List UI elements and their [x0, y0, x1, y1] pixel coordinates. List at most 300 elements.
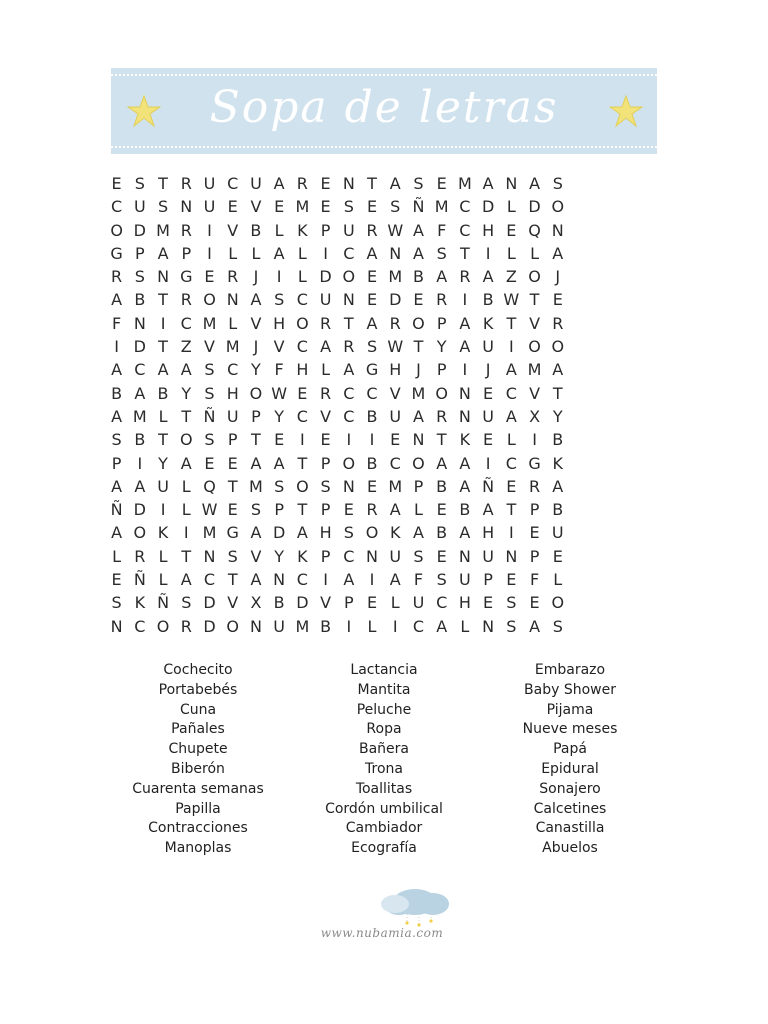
grid-letter: A	[389, 174, 401, 193]
grid-letter: O	[179, 430, 193, 450]
grid-letter: O	[296, 476, 309, 496]
grid-letter: E	[366, 593, 378, 613]
grid-letter: A	[250, 523, 262, 543]
grid-row	[105, 545, 569, 568]
grid-letter: D	[133, 500, 146, 520]
grid-letter: A	[134, 383, 146, 403]
grid-letter: A	[180, 360, 192, 380]
grid-letter: E	[483, 383, 494, 403]
grid-letter: U	[551, 523, 564, 543]
grid-letter: G	[226, 523, 239, 543]
grid-letter: N	[249, 616, 262, 636]
grid-letter: S	[506, 616, 517, 636]
grid-letter: Y	[251, 360, 261, 380]
grid-letter: M	[388, 267, 403, 287]
grid-letter: L	[228, 313, 238, 333]
grid-letter: I	[114, 337, 119, 357]
grid-letter: L	[228, 243, 238, 263]
word-item: Portabebés	[158, 681, 238, 698]
grid-letter: O	[435, 383, 448, 403]
grid-letter: O	[203, 290, 216, 310]
grid-letter: S	[436, 570, 447, 590]
word-item: Cordón umbilical	[325, 800, 443, 817]
grid-letter: N	[505, 546, 518, 566]
word-item: Calcetines	[533, 800, 607, 817]
grid-row	[105, 265, 569, 288]
grid-letter: A	[273, 453, 285, 473]
grid-letter: S	[111, 430, 122, 450]
word-item: Sonajero	[539, 780, 601, 797]
grid-letter: A	[111, 476, 123, 496]
grid-letter: U	[273, 616, 285, 636]
grid-letter: A	[389, 500, 401, 520]
grid-letter: A	[134, 476, 146, 496]
grid-letter: D	[389, 290, 402, 310]
grid-letter: T	[506, 500, 517, 520]
grid-letter: V	[273, 337, 285, 357]
grid-letter: A	[505, 360, 517, 380]
grid-letter: A	[111, 360, 123, 380]
grid-letter: M	[295, 616, 310, 636]
grid-letter: E	[320, 197, 331, 217]
grid-letter: A	[436, 267, 448, 287]
grid-letter: A	[505, 406, 517, 426]
grid-letter: I	[346, 616, 352, 636]
grid-letter: A	[459, 476, 471, 496]
grid-letter: R	[111, 267, 123, 287]
grid-letter: A	[273, 174, 285, 193]
grid-letter: Ñ	[482, 476, 495, 496]
word-item: Papá	[553, 741, 587, 758]
grid-letter: L	[506, 197, 516, 217]
grid-letter: M	[156, 220, 170, 240]
word-item: Cambiador	[345, 820, 423, 837]
grid-letter: R	[343, 337, 355, 357]
grid-letter: U	[226, 406, 239, 426]
grid-letter: N	[551, 220, 564, 240]
word-item: Manoplas	[164, 840, 232, 857]
grid-letter: N	[505, 174, 518, 193]
grid-letter: R	[296, 174, 308, 193]
grid-letter: E	[274, 197, 285, 217]
grid-letter: I	[276, 267, 282, 287]
grid-letter: N	[203, 546, 216, 566]
grid-letter: I	[300, 430, 305, 450]
grid-letter: J	[253, 267, 259, 287]
grid-letter: Ñ	[110, 500, 123, 520]
grid-letter: A	[111, 406, 123, 426]
grid-letter: T	[251, 430, 261, 450]
grid-letter: P	[320, 546, 331, 566]
grid-row	[105, 568, 569, 591]
grid-letter: H	[482, 220, 495, 240]
grid-letter: A	[482, 267, 494, 287]
grid-letter: A	[111, 290, 123, 310]
word-item: Cuna	[179, 701, 217, 718]
grid-letter: E	[436, 546, 447, 566]
grid-letter: H	[319, 523, 332, 543]
word-item: Nueve meses	[522, 721, 618, 738]
grid-letter: H	[458, 593, 471, 613]
grid-letter: C	[459, 197, 471, 217]
grid-letter: B	[134, 290, 146, 310]
grid-letter: T	[460, 243, 470, 263]
grid-letter: C	[180, 313, 192, 333]
grid-letter: E	[227, 197, 238, 217]
grid-letter: O	[249, 383, 263, 403]
grid-letter: I	[369, 430, 375, 450]
grid-letter: K	[297, 220, 308, 240]
grid-letter: C	[296, 337, 308, 357]
grid-letter: I	[160, 313, 166, 333]
grid-letter: Ñ	[133, 570, 146, 590]
grid-letter: O	[528, 267, 541, 287]
grid-letter: T	[529, 290, 540, 310]
grid-letter: N	[458, 383, 471, 403]
grid-letter: E	[413, 290, 424, 310]
grid-letter: L	[112, 546, 122, 566]
grid-letter: A	[412, 220, 424, 240]
grid-letter: Q	[528, 220, 541, 240]
grid-letter: H	[273, 313, 286, 333]
grid-letter: A	[366, 313, 378, 333]
grid-letter: M	[457, 174, 472, 193]
grid-row	[105, 195, 569, 218]
grid-letter: C	[296, 570, 308, 590]
word-item: Chupete	[168, 741, 228, 758]
word-item: Cochecito	[163, 662, 233, 678]
grid-letter: Y	[274, 406, 285, 426]
grid-letter: S	[436, 243, 447, 263]
grid-letter: V	[320, 593, 332, 613]
grid-letter: I	[160, 500, 166, 520]
grid-letter: Ñ	[203, 406, 216, 426]
grid-letter: B	[250, 220, 262, 240]
grid-letter: A	[296, 523, 308, 543]
grid-letter: N	[157, 267, 170, 287]
grid-letter: L	[390, 593, 400, 613]
grid-letter: R	[320, 313, 332, 333]
grid-letter: V	[227, 220, 239, 240]
word-item: Cuarenta semanas	[132, 780, 264, 797]
grid-letter: R	[180, 290, 192, 310]
grid-letter: E	[483, 430, 494, 450]
grid-letter: M	[434, 197, 449, 217]
grid-letter: C	[296, 406, 308, 426]
grid-letter: J	[555, 267, 561, 287]
grid-letter: S	[134, 267, 145, 287]
grid-letter: A	[459, 337, 471, 357]
grid-letter: N	[273, 570, 286, 590]
grid-letter: O	[226, 616, 239, 636]
grid-letter: N	[133, 313, 146, 333]
grid-letter: U	[342, 220, 355, 240]
grid-letter: M	[527, 360, 542, 380]
grid-letter: K	[297, 546, 308, 566]
grid-letter: S	[390, 197, 401, 217]
grid-letter: B	[459, 500, 471, 520]
grid-letter: P	[529, 500, 540, 520]
grid-letter: S	[343, 523, 354, 543]
grid-letter: M	[249, 476, 263, 496]
grid-letter: N	[412, 430, 425, 450]
grid-letter: C	[412, 616, 425, 636]
word-column-3	[470, 661, 670, 859]
grid-letter: I	[323, 243, 328, 263]
grid-letter: S	[204, 430, 215, 450]
word-item: Bañera	[358, 741, 409, 758]
grid-letter: L	[506, 430, 516, 450]
grid-letter: U	[250, 174, 262, 193]
grid-letter: T	[227, 570, 238, 590]
grid-letter: S	[506, 593, 517, 613]
grid-letter: Y	[158, 453, 168, 473]
grid-letter: B	[482, 290, 494, 310]
grid-letter: A	[482, 500, 494, 520]
grid-letter: V	[529, 383, 541, 403]
grid-letter: L	[506, 243, 516, 263]
grid-row	[105, 475, 569, 498]
grid-letter: L	[158, 406, 168, 426]
grid-letter: T	[413, 337, 424, 357]
grid-letter: O	[156, 616, 170, 636]
grid-letter: I	[485, 243, 491, 263]
grid-letter: I	[392, 616, 398, 636]
grid-letter: B	[552, 500, 564, 520]
grid-letter: M	[132, 406, 147, 426]
grid-letter: N	[389, 243, 402, 263]
grid-letter: L	[297, 243, 307, 263]
grid-letter: S	[204, 383, 215, 403]
word-item: Ecografía	[351, 840, 417, 857]
cloud-icon	[297, 880, 467, 928]
grid-letter: A	[157, 360, 169, 380]
grid-letter: G	[528, 453, 541, 473]
word-item: Mantita	[357, 681, 411, 698]
grid-letter: E	[529, 593, 540, 613]
grid-letter: G	[110, 243, 123, 263]
grid-letter: V	[250, 313, 262, 333]
grid-letter: M	[202, 523, 217, 543]
grid-letter: L	[181, 476, 191, 496]
grid-letter: E	[320, 430, 331, 450]
grid-letter: W	[503, 290, 520, 310]
grid-letter: E	[343, 500, 354, 520]
grid-letter: P	[343, 593, 354, 613]
grid-letter: P	[413, 476, 424, 496]
grid-letter: C	[134, 616, 146, 636]
grid-row	[105, 521, 569, 544]
grid-letter: E	[274, 430, 285, 450]
grid-letter: W	[387, 220, 404, 240]
grid-letter: O	[551, 593, 565, 613]
grid-letter: A	[180, 570, 192, 590]
word-item: Canastilla	[535, 820, 605, 837]
grid-letter: D	[133, 220, 146, 240]
grid-letter: Z	[180, 337, 192, 357]
grid-letter: A	[529, 616, 541, 636]
grid-letter: Y	[552, 406, 563, 426]
grid-letter: N	[342, 174, 355, 193]
grid-letter: B	[436, 523, 448, 543]
grid-letter: L	[274, 220, 284, 240]
grid-letter: W	[201, 500, 218, 520]
grid-letter: E	[506, 220, 517, 240]
grid-letter: R	[366, 500, 378, 520]
word-item: Embarazo	[534, 662, 606, 678]
star-icon	[609, 94, 643, 128]
grid-letter: O	[342, 453, 356, 473]
grid-letter: C	[343, 406, 355, 426]
grid-letter: L	[553, 570, 563, 590]
grid-letter: B	[134, 430, 146, 450]
grid-letter: A	[412, 243, 424, 263]
grid-letter: L	[297, 267, 307, 287]
grid-letter: R	[180, 174, 192, 193]
grid-letter: A	[552, 476, 564, 496]
grid-letter: A	[482, 174, 494, 193]
grid-letter: Ñ	[157, 593, 170, 613]
grid-letter: O	[551, 197, 565, 217]
grid-letter: U	[319, 290, 332, 310]
grid-letter: A	[436, 616, 448, 636]
grid-letter: B	[273, 593, 285, 613]
grid-letter: J	[253, 337, 259, 357]
grid-letter: H	[389, 360, 402, 380]
grid-letter: U	[133, 197, 146, 217]
grid-letter: R	[227, 267, 239, 287]
grid-letter: C	[227, 174, 239, 193]
grid-letter: K	[157, 523, 169, 543]
grid-letter: K	[389, 523, 401, 543]
grid-letter: D	[203, 593, 216, 613]
grid-letter: I	[137, 453, 143, 473]
word-item: Baby Shower	[524, 681, 616, 698]
grid-letter: R	[436, 406, 448, 426]
grid-letter: N	[482, 616, 495, 636]
grid-letter: U	[459, 570, 471, 590]
grid-letter: M	[225, 337, 240, 357]
grid-letter: A	[436, 453, 448, 473]
grid-letter: U	[389, 546, 402, 566]
grid-letter: A	[459, 523, 471, 543]
grid-letter: N	[110, 616, 123, 636]
grid-letter: C	[227, 360, 239, 380]
grid-letter: E	[227, 500, 238, 520]
grid-row	[105, 382, 569, 405]
grid-letter: I	[183, 523, 189, 543]
grid-letter: B	[157, 383, 169, 403]
grid-letter: L	[158, 546, 168, 566]
grid-letter: I	[207, 220, 212, 240]
grid-letter: K	[459, 430, 471, 450]
grid-letter: S	[227, 546, 238, 566]
word-item: Lactancia	[350, 662, 418, 678]
grid-letter: K	[134, 593, 146, 613]
grid-letter: N	[342, 476, 355, 496]
grid-letter: I	[462, 360, 468, 380]
grid-letter: E	[506, 570, 517, 590]
grid-letter: L	[321, 360, 331, 380]
grid-letter: C	[436, 593, 448, 613]
grid-letter: V	[250, 546, 262, 566]
grid-letter: S	[413, 546, 424, 566]
grid-letter: C	[203, 570, 216, 590]
grid-letter: H	[296, 360, 309, 380]
grid-letter: E	[320, 174, 331, 193]
grid-letter: F	[529, 570, 540, 590]
grid-letter: R	[389, 313, 401, 333]
grid-letter: D	[319, 267, 332, 287]
page-title: Sopa de letras	[209, 82, 559, 133]
grid-row	[105, 428, 569, 451]
grid-letter: A	[320, 337, 332, 357]
grid-letter: A	[343, 570, 355, 590]
word-item: Pañales	[171, 721, 225, 738]
grid-letter: A	[459, 453, 471, 473]
grid-letter: P	[483, 570, 493, 590]
grid-letter: I	[508, 337, 514, 357]
grid-letter: T	[297, 500, 308, 520]
grid-letter: C	[343, 383, 355, 403]
grid-letter: M	[295, 197, 310, 217]
grid-letter: A	[273, 243, 285, 263]
grid-letter: D	[481, 197, 495, 217]
grid-letter: O	[412, 453, 425, 473]
grid-letter: A	[552, 243, 564, 263]
grid-letter: M	[411, 383, 426, 403]
grid-letter: S	[366, 337, 378, 357]
grid-letter: S	[274, 290, 285, 310]
grid-letter: U	[203, 174, 216, 193]
word-column-2	[284, 661, 484, 859]
grid-letter: S	[111, 593, 122, 613]
grid-letter: S	[204, 360, 215, 380]
grid-letter: U	[389, 406, 402, 426]
title-banner	[111, 68, 657, 154]
grid-letter: Z	[505, 267, 517, 287]
grid-letter: S	[320, 476, 331, 496]
grid-letter: L	[413, 500, 423, 520]
grid-letter: E	[366, 267, 378, 287]
grid-letter: C	[505, 453, 517, 473]
grid-letter: C	[134, 360, 146, 380]
grid-letter: E	[227, 453, 238, 473]
grid-letter: T	[158, 174, 168, 193]
grid-letter: T	[181, 546, 192, 566]
grid-letter: P	[320, 453, 331, 473]
grid-letter: E	[297, 383, 308, 403]
word-item: Papilla	[175, 800, 221, 817]
grid-letter: O	[110, 220, 123, 240]
grid-letter: S	[250, 500, 261, 520]
grid-letter: T	[436, 430, 447, 450]
grid-letter: B	[366, 406, 378, 426]
grid-letter: A	[250, 453, 262, 473]
grid-letter: L	[530, 243, 539, 263]
grid-letter: U	[482, 406, 494, 426]
grid-letter: L	[460, 616, 470, 636]
grid-letter: C	[505, 383, 517, 403]
grid-row	[105, 591, 569, 614]
footer-site-url: www.nubamia.com	[320, 926, 444, 940]
grid-letter: S	[181, 593, 192, 613]
grid-letter: M	[388, 476, 403, 496]
grid-letter: F	[413, 570, 424, 590]
grid-letter: O	[133, 523, 147, 543]
grid-row	[105, 288, 569, 311]
grid-letter: R	[320, 383, 332, 403]
